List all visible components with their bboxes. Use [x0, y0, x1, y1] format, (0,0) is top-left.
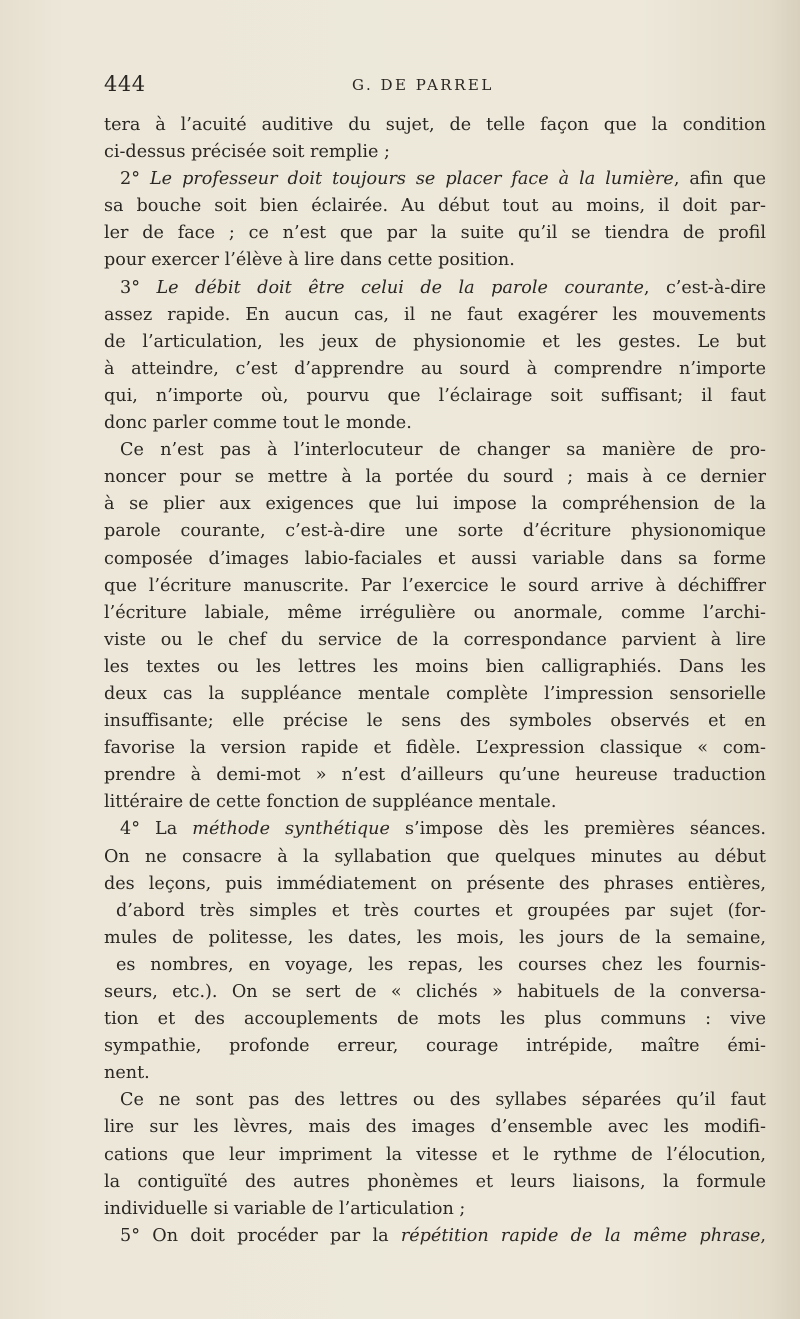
italic-phrase: méthode synthétique — [192, 819, 390, 840]
text-line — [104, 220, 766, 247]
text-line — [104, 735, 766, 762]
text-segment: assez rapide. En aucun cas, il ne faut exagérer les mouvements — [104, 304, 766, 325]
text-line — [104, 356, 766, 383]
text-segment: de l’articulation, les jeux de physionomie et les gestes. Le but — [104, 331, 766, 352]
text-segment: individuelle si variable de l’articulation ; — [104, 1198, 466, 1219]
italic-phrase: répétition rapide de la même phrase — [400, 1225, 761, 1246]
text-segment: Ce ne sont pas des lettres ou des syllabes séparées qu’il faut — [120, 1090, 766, 1111]
text-line — [104, 112, 766, 139]
text-segment: viste ou le chef du service de la correspondance parvient à lire — [104, 629, 766, 650]
text-line — [104, 1087, 766, 1114]
text-segment: insuffisante; elle précise le sens des symboles observés et en — [104, 711, 766, 732]
text-line — [104, 1142, 766, 1169]
text-line — [104, 302, 766, 329]
text-line — [104, 871, 766, 898]
text-segment: s’impose dès les premières séances. — [389, 819, 766, 840]
text-line — [104, 816, 766, 843]
text-line — [104, 1223, 766, 1250]
text-line — [104, 275, 766, 302]
text-segment: nent. — [104, 1063, 150, 1084]
text-line — [104, 193, 766, 220]
text-line — [104, 600, 766, 627]
text-segment: prendre à demi-mot » n’est d’ailleurs qu’une heureuse traduction — [104, 765, 766, 786]
text-line — [104, 464, 766, 491]
text-line — [104, 708, 766, 735]
text-segment: ler de face ; ce n’est que par la suite qu’il se tiendra de profil — [104, 223, 766, 244]
text-line — [104, 1033, 766, 1060]
text-segment: que l’écriture manuscrite. Par l’exercice le sourd arrive à déchiffrer — [104, 575, 766, 596]
text-segment: parole courante, c’est-à-dire une sorte d’écriture physionomique — [104, 521, 766, 542]
text-segment: On ne consacre à la syllabation que quelques minutes au début — [104, 846, 766, 867]
text-segment: es nombres, en voyage, les repas, les courses chez les fournis- — [116, 954, 766, 975]
text-line — [104, 518, 766, 545]
page-number: 444 — [104, 72, 146, 96]
text-segment: 5° On doit procéder par la — [120, 1225, 401, 1246]
text-segment: pour exercer l’élève à lire dans cette position. — [104, 250, 515, 271]
page-header — [104, 72, 770, 102]
text-line — [104, 925, 766, 952]
text-segment: littéraire de cette fonction de suppléance mentale. — [104, 792, 557, 813]
text-segment: 3° — [120, 277, 157, 298]
text-line — [104, 654, 766, 681]
text-line — [104, 139, 766, 166]
text-segment: , afin que — [673, 169, 766, 190]
text-segment: ci-dessus précisée soit remplie ; — [104, 142, 390, 163]
text-line — [104, 491, 766, 518]
text-segment: seurs, etc.). On se sert de « clichés » habituels de la conversa- — [104, 982, 766, 1002]
text-segment: , c’est-à-dire — [643, 277, 766, 298]
italic-phrase: Le professeur doit toujours se placer face à la lumière — [150, 169, 674, 190]
text-line — [104, 979, 766, 1006]
text-line — [104, 627, 766, 654]
text-line — [104, 410, 766, 437]
text-segment: favorise la version rapide et fidèle. L’expression classique « com- — [104, 738, 766, 759]
text-line — [104, 789, 766, 816]
text-segment: la contiguïté des autres phonèmes et leurs liaisons, la formule — [104, 1171, 766, 1192]
text-segment: deux cas la suppléance mentale complète l’impression sensorielle — [104, 683, 766, 704]
text-segment: cations que leur impriment la vitesse et le rythme de l’élocution, — [104, 1144, 766, 1165]
text-line — [104, 1060, 766, 1087]
text-segment: composée d’images labio-faciales et aussi variable dans sa forme — [104, 548, 766, 569]
italic-phrase: Le débit doit être celui de la parole courante — [156, 277, 644, 298]
text-line — [104, 681, 766, 708]
text-segment: à se plier aux exigences que lui impose la compréhension de la — [104, 494, 766, 515]
text-line — [104, 247, 766, 274]
text-segment: mules de politesse, les dates, les mois, les jours de la semaine, — [104, 927, 766, 948]
running-head: G. DE PARREL — [352, 76, 494, 94]
body-text — [104, 112, 766, 1250]
text-segment: Ce n’est pas à l’interlocuteur de changer sa manière de pro- — [120, 440, 766, 461]
text-segment: d’abord très simples et très courtes et groupées par sujet (for- — [116, 900, 766, 921]
text-line — [104, 1196, 766, 1223]
text-line — [104, 952, 766, 979]
text-segment: tera à l’acuité auditive du sujet, de telle façon que la condition — [104, 115, 766, 135]
text-segment: sa bouche soit bien éclairée. Au début tout au moins, il doit par- — [104, 196, 766, 217]
text-segment: lire sur les lèvres, mais des images d’ensemble avec les modifi- — [104, 1117, 766, 1138]
text-segment: , — [760, 1225, 766, 1246]
text-segment: 2° — [120, 169, 150, 190]
text-segment: donc parler comme tout le monde. — [104, 413, 412, 434]
text-line — [104, 1006, 766, 1033]
text-line — [104, 166, 766, 193]
text-segment: sympathie, profonde erreur, courage intrépide, maître émi- — [104, 1036, 766, 1057]
text-segment: des leçons, puis immédiatement on présente des phrases entières, — [104, 873, 766, 894]
text-segment: à atteindre, c’est d’apprendre au sourd à comprendre n’importe — [104, 358, 766, 379]
text-line — [104, 329, 766, 356]
text-line — [104, 573, 766, 600]
text-segment: les textes ou les lettres les moins bien calligraphiés. Dans les — [104, 656, 766, 677]
text-line — [104, 898, 766, 925]
text-line — [104, 1114, 766, 1141]
text-line — [104, 762, 766, 789]
text-segment: 4° La — [120, 819, 193, 840]
text-segment: qui, n’importe où, pourvu que l’éclairage soit suffisant; il faut — [104, 385, 766, 406]
text-line — [104, 546, 766, 573]
text-line — [104, 844, 766, 871]
text-segment: noncer pour se mettre à la portée du sourd ; mais à ce dernier — [104, 467, 766, 488]
text-segment: tion et des accouplements de mots les plus communs : vive — [104, 1009, 766, 1030]
text-segment: l’écriture labiale, même irrégulière ou anormale, comme l’archi- — [104, 602, 766, 623]
text-line — [104, 383, 766, 410]
text-line — [104, 437, 766, 464]
text-line — [104, 1169, 766, 1196]
